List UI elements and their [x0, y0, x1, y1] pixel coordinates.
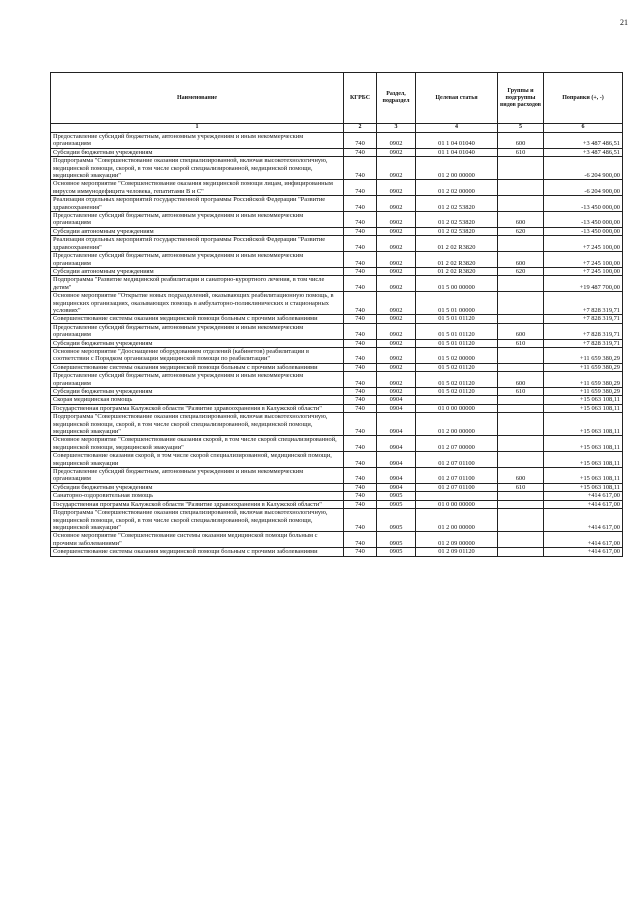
- column-number-row: [51, 124, 623, 133]
- row-target: 01 5 01 00000: [416, 292, 498, 315]
- row-section: 0902: [377, 212, 416, 228]
- row-target: 01 2 07 01100: [416, 483, 498, 491]
- row-ktrbs: 740: [344, 500, 377, 508]
- table-row: [51, 227, 623, 235]
- row-amount: -6 204 900,00: [544, 180, 623, 196]
- row-name: Государственная программа Калужской области "Развитие здравоохранения в Калужской области": [51, 500, 344, 508]
- table-row: [51, 363, 623, 371]
- column-number: 5: [498, 124, 544, 133]
- row-ktrbs: 740: [344, 363, 377, 371]
- row-target: 01 2 00 00000: [416, 157, 498, 180]
- row-target: 01 1 04 01040: [416, 133, 498, 149]
- row-name: Подпрограмма "Развитие медицинской реабилитации и санаторно-курортного лечения, в том числе детям": [51, 276, 344, 292]
- header-target: Целевая статья: [416, 73, 498, 124]
- row-ktrbs: 740: [344, 413, 377, 436]
- table-row: [51, 236, 623, 252]
- row-group: 610: [498, 148, 544, 156]
- row-ktrbs: 740: [344, 388, 377, 396]
- row-amount: +19 487 700,00: [544, 276, 623, 292]
- table-row: [51, 292, 623, 315]
- page-number: 21: [620, 18, 628, 27]
- row-ktrbs: 740: [344, 148, 377, 156]
- row-name: Основное мероприятие "Совершенствование оказания скорой, в том числе скорой специализированной, медицинской помощи, медицинской эвакуации": [51, 436, 344, 452]
- row-group: 620: [498, 227, 544, 235]
- row-amount: +414 617,00: [544, 509, 623, 532]
- row-ktrbs: 740: [344, 492, 377, 500]
- row-group: [498, 436, 544, 452]
- row-section: 0902: [377, 347, 416, 363]
- row-amount: +15 063 108,11: [544, 436, 623, 452]
- table-row: [51, 452, 623, 468]
- row-ktrbs: 740: [344, 323, 377, 339]
- row-name: Предоставление субсидий бюджетным, автономным учреждениям и иным некоммерческим организациям: [51, 468, 344, 484]
- row-section: 0904: [377, 404, 416, 412]
- row-name: Предоставление субсидий бюджетным, автономным учреждениям и иным некоммерческим организациям: [51, 323, 344, 339]
- row-group: [498, 492, 544, 500]
- row-target: 01 1 04 01040: [416, 148, 498, 156]
- table-row: [51, 339, 623, 347]
- row-amount: +11 659 380,29: [544, 372, 623, 388]
- table-row: [51, 548, 623, 556]
- table-row: [51, 315, 623, 323]
- row-section: 0902: [377, 315, 416, 323]
- row-ktrbs: 740: [344, 196, 377, 212]
- row-name: Совершенствование оказания скорой, в том числе скорой специализированной, медицинской помощи, медицинской эвакуации: [51, 452, 344, 468]
- table-row: [51, 196, 623, 212]
- row-target: [416, 396, 498, 404]
- row-amount: +7 245 100,00: [544, 236, 623, 252]
- row-name: Основное мероприятие "Совершенствование оказания медицинской помощи лицам, инфицированным вирусом иммунодефицита человека, гепатитами B и C": [51, 180, 344, 196]
- column-number: 1: [51, 124, 344, 133]
- row-ktrbs: 740: [344, 315, 377, 323]
- row-ktrbs: 740: [344, 339, 377, 347]
- table-row: [51, 323, 623, 339]
- row-target: 01 2 02 53820: [416, 196, 498, 212]
- column-number: 6: [544, 124, 623, 133]
- table-row: [51, 492, 623, 500]
- row-ktrbs: 740: [344, 396, 377, 404]
- row-group: [498, 413, 544, 436]
- row-section: 0902: [377, 276, 416, 292]
- row-group: [498, 180, 544, 196]
- row-ktrbs: 740: [344, 483, 377, 491]
- row-ktrbs: 740: [344, 509, 377, 532]
- row-section: 0905: [377, 548, 416, 556]
- table-row: [51, 532, 623, 548]
- row-section: 0902: [377, 267, 416, 275]
- row-name: Подпрограмма "Совершенствование оказания специализированной, включая высокотехнологичную, медицинской помощи, скорой, в том числе скорой специализированной, медицинской помощи, медицинской эвакуации": [51, 157, 344, 180]
- row-amount: -13 450 000,00: [544, 212, 623, 228]
- row-ktrbs: 740: [344, 404, 377, 412]
- row-section: 0905: [377, 509, 416, 532]
- row-target: 01 2 07 00000: [416, 436, 498, 452]
- table-row: [51, 252, 623, 268]
- row-ktrbs: 740: [344, 212, 377, 228]
- row-group: [498, 500, 544, 508]
- row-amount: -6 204 900,00: [544, 157, 623, 180]
- table-row: [51, 413, 623, 436]
- row-name: Предоставление субсидий бюджетным, автономным учреждениям и иным некоммерческим организациям: [51, 133, 344, 149]
- row-group: [498, 452, 544, 468]
- table-row: [51, 133, 623, 149]
- row-section: 0905: [377, 500, 416, 508]
- row-name: Подпрограмма "Совершенствование оказания специализированной, включая высокотехнологичную, медицинской помощи, скорой, в том числе скорой специализированной, медицинской помощи, медицинской эвакуации": [51, 413, 344, 436]
- row-amount: +414 617,00: [544, 532, 623, 548]
- row-target: 01 2 09 00000: [416, 532, 498, 548]
- row-section: 0902: [377, 157, 416, 180]
- row-ktrbs: 740: [344, 180, 377, 196]
- row-target: 01 5 01 01120: [416, 315, 498, 323]
- column-number: 3: [377, 124, 416, 133]
- row-name: Субсидии автономным учреждениям: [51, 267, 344, 275]
- row-group: [498, 363, 544, 371]
- row-amount: -13 450 000,00: [544, 227, 623, 235]
- row-target: 01 2 00 00000: [416, 413, 498, 436]
- row-section: 0904: [377, 452, 416, 468]
- row-amount: +414 617,00: [544, 500, 623, 508]
- table-row: [51, 347, 623, 363]
- row-ktrbs: 740: [344, 372, 377, 388]
- row-group: 610: [498, 483, 544, 491]
- row-ktrbs: 740: [344, 267, 377, 275]
- row-target: 01 5 00 00000: [416, 276, 498, 292]
- row-group: [498, 276, 544, 292]
- header-amendments: Поправки (+, -): [544, 73, 623, 124]
- row-group: 600: [498, 468, 544, 484]
- column-number: 4: [416, 124, 498, 133]
- row-section: 0902: [377, 252, 416, 268]
- row-amount: +15 063 108,11: [544, 396, 623, 404]
- row-group: [498, 157, 544, 180]
- row-target: [416, 492, 498, 500]
- row-target: 01 0 00 00000: [416, 500, 498, 508]
- table-row: [51, 157, 623, 180]
- row-amount: +3 487 486,51: [544, 133, 623, 149]
- header-section: Раздел, подраздел: [377, 73, 416, 124]
- row-section: 0905: [377, 532, 416, 548]
- table-row: [51, 212, 623, 228]
- row-section: 0902: [377, 323, 416, 339]
- table-row: [51, 396, 623, 404]
- row-amount: +15 063 108,11: [544, 483, 623, 491]
- row-ktrbs: 740: [344, 292, 377, 315]
- row-amount: +7 245 100,00: [544, 267, 623, 275]
- row-name: Субсидии бюджетным учреждениям: [51, 388, 344, 396]
- table-row: [51, 388, 623, 396]
- row-name: Предоставление субсидий бюджетным, автономным учреждениям и иным некоммерческим организациям: [51, 372, 344, 388]
- row-name: Основное мероприятие "Совершенствование системы оказания медицинской помощи больным с прочими заболеваниями": [51, 532, 344, 548]
- row-ktrbs: 740: [344, 347, 377, 363]
- row-target: 01 2 07 01100: [416, 452, 498, 468]
- row-name: Основное мероприятие "Дооснащение оборудованием отделений (кабинетов) реабилитации в соответствии с Порядком организации медицинской помощи по реабилитации": [51, 347, 344, 363]
- row-name: Скорая медицинская помощь: [51, 396, 344, 404]
- table-row: [51, 509, 623, 532]
- header-name: Наименование: [51, 73, 344, 124]
- row-group: 600: [498, 252, 544, 268]
- row-section: 0904: [377, 468, 416, 484]
- row-section: 0904: [377, 483, 416, 491]
- row-group: 610: [498, 388, 544, 396]
- row-group: [498, 532, 544, 548]
- row-section: 0902: [377, 372, 416, 388]
- header-groups: Группы и подгруппы видов расходов: [498, 73, 544, 124]
- row-ktrbs: 740: [344, 468, 377, 484]
- header-ktrbs: КГРБС: [344, 73, 377, 124]
- row-name: Совершенствование системы оказания медицинской помощи больным с прочими заболеваниями: [51, 363, 344, 371]
- row-target: 01 2 07 01100: [416, 468, 498, 484]
- row-name: Субсидии автономным учреждениям: [51, 227, 344, 235]
- row-section: 0904: [377, 413, 416, 436]
- row-group: [498, 347, 544, 363]
- row-ktrbs: 740: [344, 227, 377, 235]
- row-ktrbs: 740: [344, 548, 377, 556]
- row-ktrbs: 740: [344, 452, 377, 468]
- row-group: [498, 396, 544, 404]
- table-row: [51, 276, 623, 292]
- row-group: [498, 509, 544, 532]
- row-name: Совершенствование системы оказания медицинской помощи больным с прочими заболеваниями: [51, 548, 344, 556]
- table-row: [51, 267, 623, 275]
- table-row: [51, 468, 623, 484]
- row-amount: -13 450 000,00: [544, 196, 623, 212]
- row-name: Совершенствование системы оказания медицинской помощи больным с прочими заболеваниями: [51, 315, 344, 323]
- row-group: 620: [498, 267, 544, 275]
- row-group: 600: [498, 212, 544, 228]
- row-amount: +3 487 486,51: [544, 148, 623, 156]
- row-target: 01 5 02 01120: [416, 363, 498, 371]
- row-ktrbs: 740: [344, 157, 377, 180]
- row-group: 600: [498, 133, 544, 149]
- table-row: [51, 500, 623, 508]
- row-group: [498, 315, 544, 323]
- row-target: 01 0 00 00000: [416, 404, 498, 412]
- row-group: 600: [498, 372, 544, 388]
- row-name: Субсидии бюджетным учреждениям: [51, 339, 344, 347]
- row-ktrbs: 740: [344, 236, 377, 252]
- table-body: [51, 133, 623, 557]
- row-target: 01 2 09 01120: [416, 548, 498, 556]
- row-target: 01 2 02 R3820: [416, 252, 498, 268]
- row-section: 0902: [377, 196, 416, 212]
- row-ktrbs: 740: [344, 276, 377, 292]
- row-amount: +11 659 380,29: [544, 363, 623, 371]
- row-target: 01 5 02 01120: [416, 372, 498, 388]
- row-section: 0902: [377, 363, 416, 371]
- row-ktrbs: 740: [344, 252, 377, 268]
- row-name: Предоставление субсидий бюджетным, автономным учреждениям и иным некоммерческим организациям: [51, 212, 344, 228]
- row-name: Подпрограмма "Совершенствование оказания специализированной, включая высокотехнологичную, медицинской помощи, скорой, в том числе скорой специализированной, медицинской помощи, медицинской эвакуации": [51, 509, 344, 532]
- row-group: [498, 548, 544, 556]
- table-row: [51, 404, 623, 412]
- row-amount: +15 063 108,11: [544, 404, 623, 412]
- row-ktrbs: 740: [344, 133, 377, 149]
- row-ktrbs: 740: [344, 532, 377, 548]
- row-name: Реализация отдельных мероприятий государственной программы Российской Федерации "Развитие здравоохранения": [51, 236, 344, 252]
- row-target: 01 2 02 53820: [416, 212, 498, 228]
- row-group: 600: [498, 323, 544, 339]
- row-section: 0905: [377, 492, 416, 500]
- row-group: [498, 292, 544, 315]
- row-group: [498, 404, 544, 412]
- row-section: 0904: [377, 396, 416, 404]
- table-row: [51, 436, 623, 452]
- row-name: Государственная программа Калужской области "Развитие здравоохранения в Калужской области": [51, 404, 344, 412]
- row-section: 0902: [377, 180, 416, 196]
- row-section: 0902: [377, 133, 416, 149]
- table-row: [51, 148, 623, 156]
- row-name: Предоставление субсидий бюджетным, автономным учреждениям и иным некоммерческим организациям: [51, 252, 344, 268]
- row-ktrbs: 740: [344, 436, 377, 452]
- row-amount: +15 063 108,11: [544, 468, 623, 484]
- row-amount: +15 063 108,11: [544, 452, 623, 468]
- row-amount: +7 828 319,71: [544, 323, 623, 339]
- row-amount: +11 659 380,29: [544, 388, 623, 396]
- row-group: [498, 236, 544, 252]
- row-amount: +7 828 319,71: [544, 315, 623, 323]
- budget-amendments-table: [50, 72, 623, 557]
- row-section: 0902: [377, 148, 416, 156]
- row-target: 01 2 02 R3820: [416, 267, 498, 275]
- row-name: Субсидии бюджетным учреждениям: [51, 483, 344, 491]
- row-target: 01 2 00 00000: [416, 509, 498, 532]
- row-group: [498, 196, 544, 212]
- row-group: 610: [498, 339, 544, 347]
- table-row: [51, 180, 623, 196]
- table-row: [51, 372, 623, 388]
- row-section: 0902: [377, 227, 416, 235]
- row-target: 01 2 02 00000: [416, 180, 498, 196]
- row-amount: +414 617,00: [544, 492, 623, 500]
- row-name: Реализация отдельных мероприятий государственной программы Российской Федерации "Развитие здравоохранения": [51, 196, 344, 212]
- row-target: 01 2 02 53820: [416, 227, 498, 235]
- row-amount: +11 659 380,29: [544, 347, 623, 363]
- row-target: 01 5 02 00000: [416, 347, 498, 363]
- row-name: Санаторно-оздоровительная помощь: [51, 492, 344, 500]
- row-section: 0904: [377, 436, 416, 452]
- table-header-row: [51, 73, 623, 124]
- row-amount: +414 617,00: [544, 548, 623, 556]
- row-section: 0902: [377, 339, 416, 347]
- row-name: Субсидии бюджетным учреждениям: [51, 148, 344, 156]
- column-number: 2: [344, 124, 377, 133]
- row-amount: +7 245 100,00: [544, 252, 623, 268]
- row-section: 0902: [377, 388, 416, 396]
- row-name: Основное мероприятие "Открытие новых подразделений, оказывающих реабилитационную помощь, в медицинских организациях, оказывающих помощь в амбулаторно-поликлинических и стационарных условиях": [51, 292, 344, 315]
- row-amount: +7 828 319,71: [544, 292, 623, 315]
- row-target: 01 5 01 01120: [416, 339, 498, 347]
- row-section: 0902: [377, 292, 416, 315]
- table-row: [51, 483, 623, 491]
- row-target: 01 5 02 01120: [416, 388, 498, 396]
- row-amount: +7 828 319,71: [544, 339, 623, 347]
- row-amount: +15 063 108,11: [544, 413, 623, 436]
- row-target: 01 5 01 01120: [416, 323, 498, 339]
- row-target: 01 2 02 R3820: [416, 236, 498, 252]
- row-section: 0902: [377, 236, 416, 252]
